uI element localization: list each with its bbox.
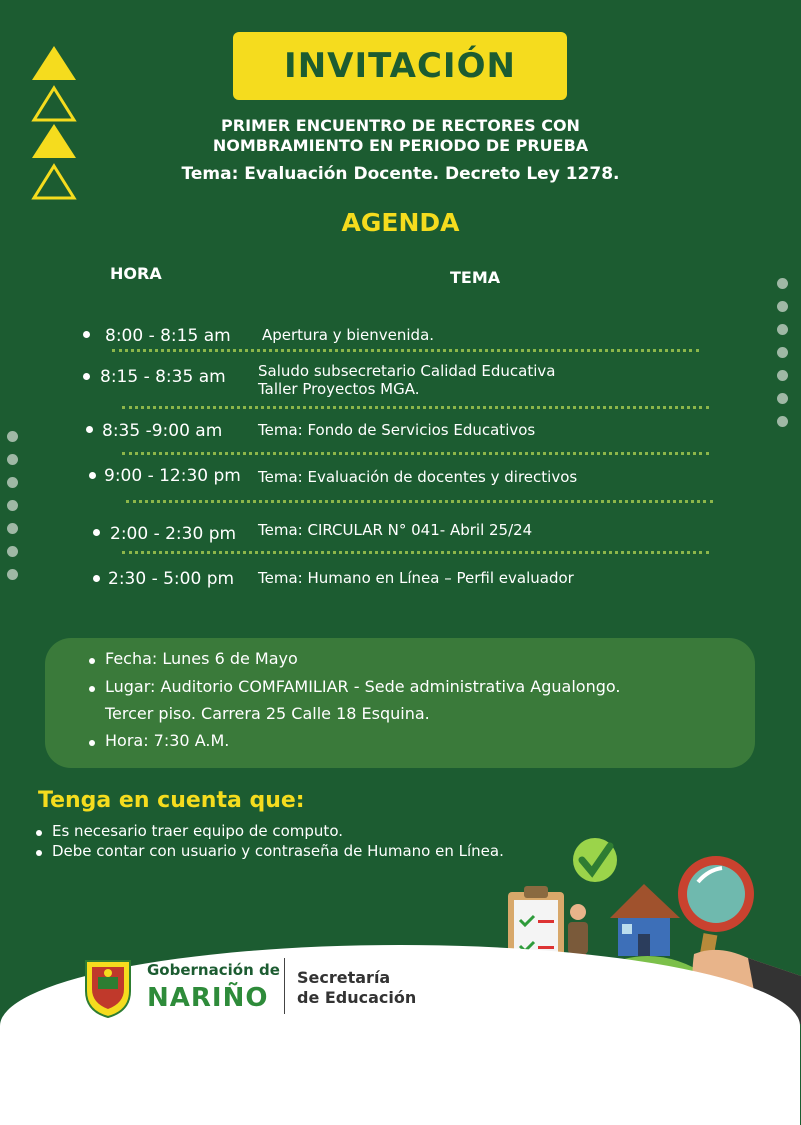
agenda-time: 9:00 - 12:30 pm xyxy=(104,466,241,486)
bullet-dot xyxy=(93,529,100,536)
agenda-topic: Tema: Humano en Línea – Perfil evaluador xyxy=(258,569,574,588)
tema-line: Tema: Evaluación Docente. Decreto Ley 1278. xyxy=(0,164,801,184)
footer-divider xyxy=(284,958,285,1014)
bullet-dot xyxy=(89,472,96,479)
bullet-dot xyxy=(36,850,42,856)
secretaria-label xyxy=(297,968,416,1008)
secretaria-line2: de Educación xyxy=(297,988,416,1008)
agenda-topic: Tema: CIRCULAR N° 041- Abril 25/24 xyxy=(258,521,532,540)
bullet-dot xyxy=(86,426,93,433)
notes-heading: Tenga en cuenta que: xyxy=(38,788,305,813)
event-info-box xyxy=(45,638,755,768)
bullet-dot xyxy=(89,686,95,692)
dotted-separator xyxy=(126,500,713,503)
bullet-dot xyxy=(93,575,100,582)
page-title: INVITACIÓN xyxy=(284,46,516,86)
agenda-time: 8:35 -9:00 am xyxy=(102,421,222,441)
side-dots-left xyxy=(7,431,18,580)
bullet-dot xyxy=(89,658,95,664)
dotted-separator xyxy=(122,452,709,455)
agenda-time: 8:00 - 8:15 am xyxy=(105,326,231,346)
agenda-topic: Tema: Fondo de Servicios Educativos xyxy=(258,421,535,440)
bullet-dot xyxy=(83,331,90,338)
event-date: Fecha: Lunes 6 de Mayo xyxy=(105,649,298,668)
bullet-dot xyxy=(89,740,95,746)
column-header-hora: HORA xyxy=(110,264,162,283)
checkmark-badge-icon xyxy=(573,838,617,882)
agenda-topic-line2: Taller Proyectos MGA. xyxy=(258,380,420,399)
bullet-dot xyxy=(83,373,90,380)
coat-of-arms-icon xyxy=(80,955,136,1019)
gobernacion-line1: Gobernación de xyxy=(147,961,280,979)
dotted-separator xyxy=(122,551,709,554)
subtitle xyxy=(0,116,801,156)
agenda-topic: Apertura y bienvenida. xyxy=(262,326,434,345)
agenda-heading: AGENDA xyxy=(0,208,801,237)
agenda-topic: Saludo subsecretario Calidad Educativa xyxy=(258,362,555,381)
subtitle-line-2: NOMBRAMIENTO EN PERIODO DE PRUEBA xyxy=(0,136,801,156)
side-dots-right xyxy=(777,278,788,427)
event-place: Lugar: Auditorio COMFAMILIAR - Sede administrativa Agualongo. xyxy=(105,677,620,696)
column-header-tema: TEMA xyxy=(450,268,500,287)
agenda-time: 8:15 - 8:35 am xyxy=(100,367,226,387)
bullet-dot xyxy=(36,830,42,836)
dotted-separator xyxy=(112,349,699,352)
agenda-time: 2:30 - 5:00 pm xyxy=(108,569,234,589)
event-time: Hora: 7:30 A.M. xyxy=(105,731,229,750)
note-item: Es necesario traer equipo de computo. xyxy=(52,822,343,840)
agenda-time: 2:00 - 2:30 pm xyxy=(110,524,236,544)
title-banner xyxy=(233,32,567,100)
dotted-separator xyxy=(122,406,709,409)
subtitle-line-1: PRIMER ENCUENTRO DE RECTORES CON xyxy=(0,116,801,136)
event-place-line2: Tercer piso. Carrera 25 Calle 18 Esquina. xyxy=(105,704,430,723)
agenda-topic: Tema: Evaluación de docentes y directivos xyxy=(258,468,577,487)
note-item: Debe contar con usuario y contraseña de Humano en Línea. xyxy=(52,842,504,860)
secretaria-line1: Secretaría xyxy=(297,968,416,988)
gobernacion-line2: NARIÑO xyxy=(147,983,268,1013)
